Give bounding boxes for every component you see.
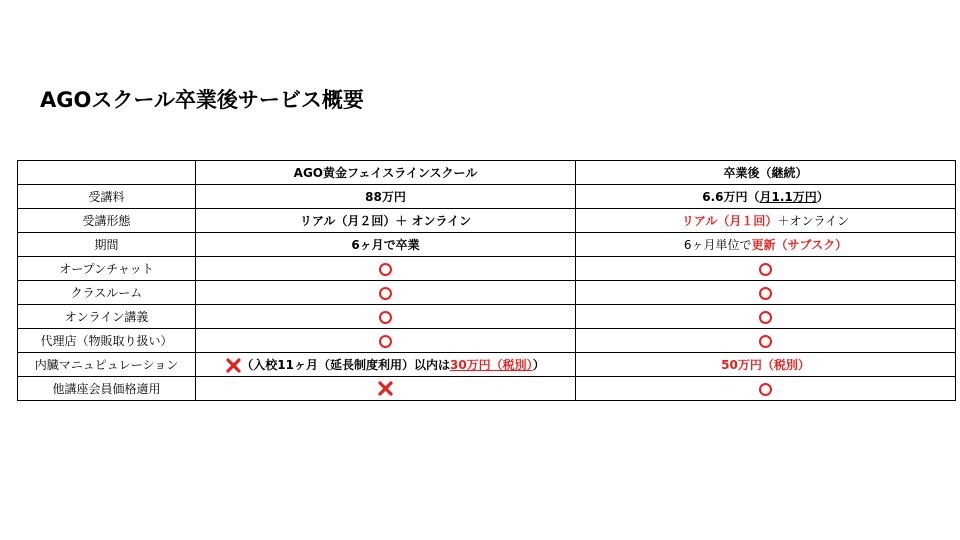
condition-text: （入校11ヶ月（延長制度利用）以内は	[241, 358, 450, 372]
comparison-table	[17, 160, 956, 401]
circle-icon	[759, 335, 772, 348]
fee-text: 6.6万円（	[702, 190, 760, 204]
school-cell	[196, 257, 576, 281]
circle-icon	[379, 287, 392, 300]
fee-close-text: ）	[816, 190, 829, 204]
table-row	[18, 353, 956, 377]
row-label: 代理店（物販取り扱い）	[18, 329, 196, 353]
table-row	[18, 281, 956, 305]
after-cell: 50万円（税別）	[576, 353, 956, 377]
circle-icon	[759, 287, 772, 300]
school-cell: 88万円	[196, 185, 576, 209]
circle-icon	[759, 263, 772, 276]
after-cell	[576, 233, 956, 257]
school-cell	[196, 305, 576, 329]
after-cell	[576, 329, 956, 353]
table-row	[18, 377, 956, 401]
circle-icon	[759, 383, 772, 396]
table-row	[18, 257, 956, 281]
table-row	[18, 209, 956, 233]
highlight-text: 更新（サブスク）	[751, 238, 848, 252]
circle-icon	[379, 335, 392, 348]
school-cell	[196, 353, 576, 377]
row-label: 内臓マニュピュレーション	[18, 353, 196, 377]
after-cell	[576, 185, 956, 209]
after-cell	[576, 209, 956, 233]
after-cell	[576, 281, 956, 305]
table-header-row	[18, 161, 956, 185]
circle-icon	[759, 311, 772, 324]
page-title: AGOスクール卒業後サービス概要	[40, 88, 364, 112]
row-label: オープンチャット	[18, 257, 196, 281]
price-text: 30万円（税別）	[449, 358, 533, 372]
row-label: 他講座会員価格適用	[18, 377, 196, 401]
table-row	[18, 233, 956, 257]
cross-icon	[226, 358, 241, 373]
school-cell: 6ヶ月で卒業	[196, 233, 576, 257]
table-row	[18, 185, 956, 209]
close-paren-text: ）	[532, 358, 545, 372]
school-cell: リアル（月２回）＋ オンライン	[196, 209, 576, 233]
row-label: 受講形態	[18, 209, 196, 233]
school-cell	[196, 377, 576, 401]
plain-text: ＋オンライン	[777, 214, 850, 228]
table-row	[18, 305, 956, 329]
header-empty-cell	[18, 161, 196, 185]
monthly-fee-text: 月1.1万円	[759, 190, 817, 204]
header-school: AGO黄金フェイスラインスクール	[196, 161, 576, 185]
row-label: クラスルーム	[18, 281, 196, 305]
row-label: 期間	[18, 233, 196, 257]
header-after-graduation: 卒業後（継続）	[576, 161, 956, 185]
cross-icon	[378, 381, 393, 396]
circle-icon	[379, 311, 392, 324]
highlight-text: リアル（月１回）	[681, 214, 778, 228]
after-cell	[576, 305, 956, 329]
after-cell	[576, 377, 956, 401]
after-cell	[576, 257, 956, 281]
school-cell	[196, 281, 576, 305]
school-cell	[196, 329, 576, 353]
row-label: オンライン講義	[18, 305, 196, 329]
table-row	[18, 329, 956, 353]
circle-icon	[379, 263, 392, 276]
row-label: 受講料	[18, 185, 196, 209]
plain-text: 6ヶ月単位で	[683, 238, 752, 252]
